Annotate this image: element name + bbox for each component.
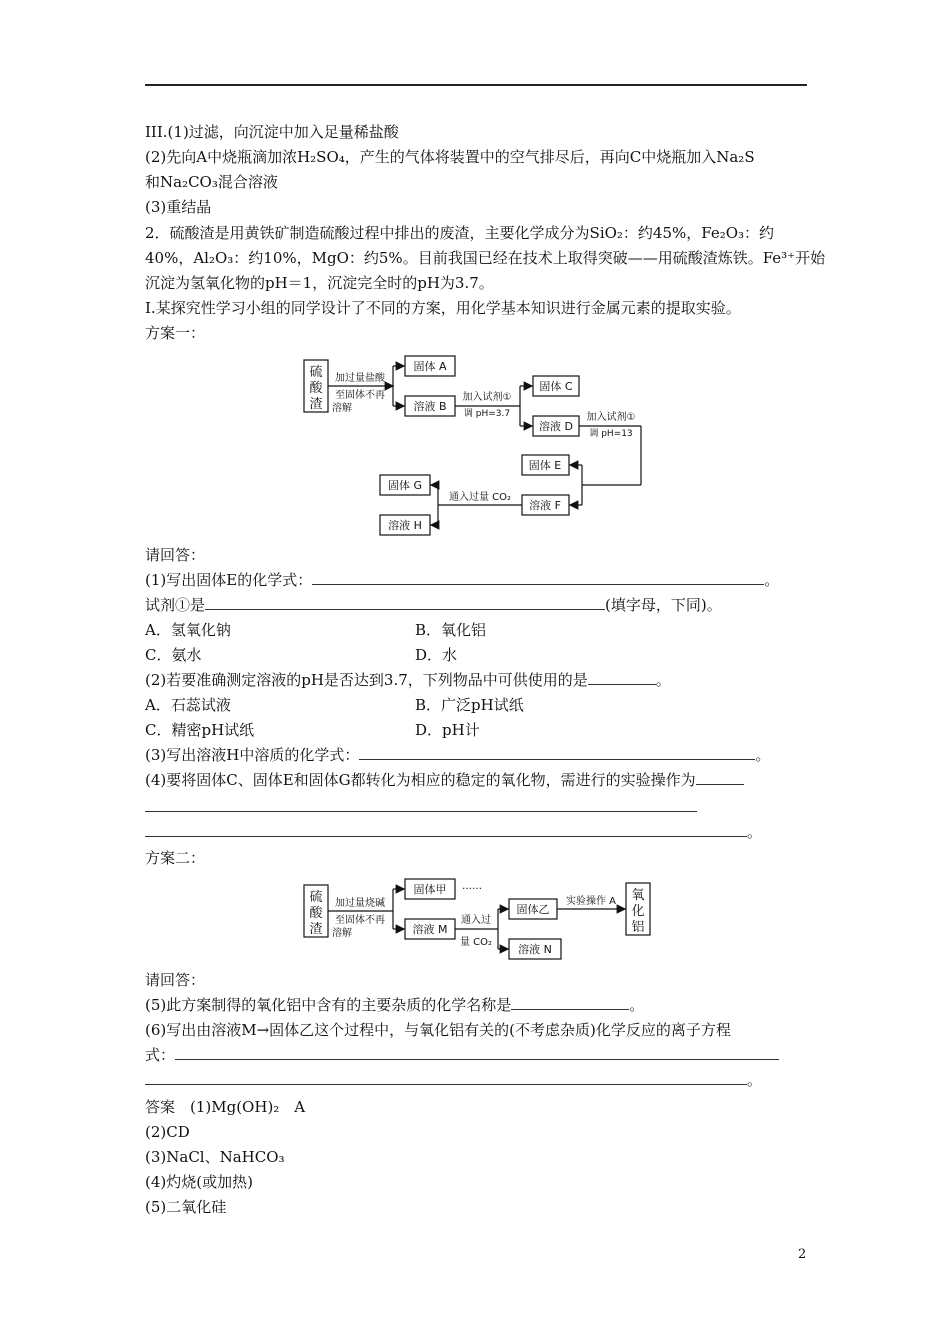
answer-2: (2)CD — [145, 1123, 190, 1141]
q5-line — [145, 995, 644, 1015]
step3-label-2: 实验操作 A — [565, 896, 617, 907]
q2-part1: Ⅰ.某探究性学习小组的同学设计了不同的方案，用化学基本知识进行金属元素的提取实验。 — [145, 299, 741, 317]
part3-line4: (3)重结晶 — [145, 198, 212, 216]
source2-char-2: 酸 — [309, 906, 323, 921]
solid-c-label: 固体 C — [539, 380, 573, 393]
solution-d-label: 溶液 D — [539, 420, 573, 433]
q6-line-2 — [145, 1045, 779, 1065]
solid-a-label: 固体 A — [413, 360, 447, 373]
step2-label: 加入试剂① — [462, 392, 512, 403]
q1b-end: (填字母，下同)。 — [605, 596, 722, 614]
q4-text: (4)要将固体C、固体E和固体G都转化为相应的稳定的氧化物，需进行的实验操作为 — [145, 771, 696, 789]
q1b-blank[interactable] — [205, 595, 605, 610]
source-char-1: 硫 — [309, 365, 323, 380]
q3-blank[interactable] — [359, 745, 755, 760]
plan2-prompt: 请回答： — [145, 971, 206, 989]
q2-intro-line2: 40%，Al₂O₃：约10%，MgO：约5%。目前我国已经在技术上取得突破——用硫酸渣炼铁。Fe³⁺开始 — [145, 249, 826, 267]
header-rule — [145, 84, 807, 86]
q5-blank[interactable] — [511, 995, 629, 1010]
part3-line2: (2)先向A中烧瓶滴加浓H₂SO₄，产生的气体将装置中的空气排尽后，再向C中烧瓶加入Na₂S — [145, 148, 755, 166]
plan2-flow-diagram — [298, 875, 658, 965]
q1a-end: 。 — [764, 571, 780, 589]
q2-text: (2)若要准确测定溶液的pH是否达到3.7，下列物品中可供使用的是 — [145, 671, 588, 689]
q1-option-c: C．氨水 — [145, 646, 202, 664]
q1b-line — [145, 595, 722, 615]
answer-4: (4)灼烧(或加热) — [145, 1173, 253, 1191]
part3-line1: III.(1)过滤，向沉淀中加入足量稀盐酸 — [145, 123, 399, 141]
plan1-prompt: 请回答： — [145, 546, 206, 564]
step2-cond: 调 pH=3.7 — [463, 409, 511, 419]
q1a-text: (1)写出固体E的化学式： — [145, 571, 313, 589]
q3-line — [145, 745, 770, 765]
product-char-2: 化 — [631, 904, 645, 919]
page-number: 2 — [798, 1247, 807, 1262]
plan2-title: 方案二： — [145, 849, 206, 867]
q1-option-d: D．水 — [415, 646, 458, 664]
q5-end: 。 — [629, 996, 645, 1014]
source-char-3: 渣 — [309, 397, 323, 412]
q6-line-1: (6)写出由溶液M→固体乙这个过程中，与氧化铝有关的(不考虑杂质)化学反应的离子方程 — [145, 1021, 731, 1039]
q2-intro-line1: 2．硫酸渣是用黄铁矿制造硫酸过程中排出的废渣，主要化学成分为SiO₂：约45%，Fe₂O₃：约 — [145, 224, 775, 242]
source2-char-3: 渣 — [309, 922, 323, 937]
solid-g-label: 固体 G — [387, 479, 423, 492]
q4-end: 。 — [747, 823, 763, 841]
step1-cond-2a: 至固体不再 — [335, 915, 385, 926]
q2-blank[interactable] — [588, 670, 656, 685]
solution-n-label: 溶液 N — [518, 943, 552, 956]
q1a-line — [145, 570, 779, 590]
step3-label: 加入试剂① — [586, 412, 636, 423]
q5-text: (5)此方案制得的氧化铝中含有的主要杂质的化学名称是 — [145, 996, 512, 1014]
q2-option-c: C．精密pH试纸 — [145, 721, 255, 739]
q2-end: 。 — [655, 671, 671, 689]
q4-blank-2[interactable] — [145, 797, 697, 812]
part3-line3: 和Na₂CO₃混合溶液 — [145, 173, 278, 191]
q1-option-b: B．氧化铝 — [415, 621, 487, 639]
step1-cond-2b: 溶解 — [332, 928, 352, 939]
solid-yi-label: 固体乙 — [516, 903, 550, 916]
answer-3: (3)NaCl、NaHCO₃ — [145, 1148, 285, 1166]
answer-1: 答案 (1)Mg(OH)₂ A — [145, 1098, 306, 1116]
q2-option-b: B．广泛pH试纸 — [415, 696, 524, 714]
q6-blank-1[interactable] — [175, 1045, 779, 1060]
continuation-dots: …… — [462, 881, 482, 892]
step4-label: 通入过量 CO₂ — [448, 492, 512, 503]
source2-char-1: 硫 — [309, 890, 323, 905]
q4-blank-3[interactable] — [145, 822, 747, 837]
q1b-text: 试剂①是 — [145, 596, 206, 614]
solid-e-label: 固体 E — [528, 459, 562, 472]
q4-blank-1[interactable] — [696, 770, 744, 785]
solid-jia-label: 固体甲 — [413, 883, 447, 896]
q1a-blank[interactable] — [312, 570, 764, 585]
q4-line-2 — [145, 797, 697, 817]
solution-f-label: 溶液 F — [529, 499, 561, 512]
product-char-1: 氧 — [631, 888, 645, 903]
q6-end: 。 — [747, 1071, 763, 1089]
q3-text: (3)写出溶液H中溶质的化学式： — [145, 746, 360, 764]
plan1-title: 方案一： — [145, 324, 206, 342]
q1-option-a: A．氢氧化钠 — [145, 621, 231, 639]
product-char-3: 铝 — [631, 920, 645, 935]
step2-cond-2: 量 CO₂ — [459, 937, 493, 948]
q6-text: 式： — [145, 1046, 176, 1064]
answer-5: (5)二氧化硅 — [145, 1198, 227, 1216]
q3-end: 。 — [755, 746, 771, 764]
step1-cond-2: 溶解 — [332, 403, 352, 414]
solution-h-label: 溶液 H — [388, 519, 422, 532]
q2-intro-line3: 沉淀为氢氧化物的pH＝1，沉淀完全时的pH为3.7。 — [145, 274, 494, 292]
step1-cond-1: 至固体不再 — [335, 390, 385, 401]
q2-option-a: A．石蕊试液 — [145, 696, 231, 714]
solution-b-label: 溶液 B — [413, 400, 447, 413]
source-char-2: 酸 — [309, 381, 323, 396]
q6-line-3 — [145, 1070, 762, 1090]
plan1-flow-diagram — [298, 352, 658, 542]
q4-line — [145, 770, 744, 790]
q6-blank-2[interactable] — [145, 1070, 747, 1085]
step3-cond: 调 pH=13 — [589, 429, 633, 439]
step1-label: 加过量盐酸 — [335, 373, 385, 384]
q2-line — [145, 670, 671, 690]
step2-label-2: 通入过 — [461, 915, 491, 926]
solution-m-label: 溶液 M — [412, 923, 448, 936]
q4-line-3 — [145, 822, 762, 842]
q2-option-d: D．pH计 — [415, 721, 480, 739]
step1-label-2: 加过量烧碱 — [335, 898, 385, 909]
